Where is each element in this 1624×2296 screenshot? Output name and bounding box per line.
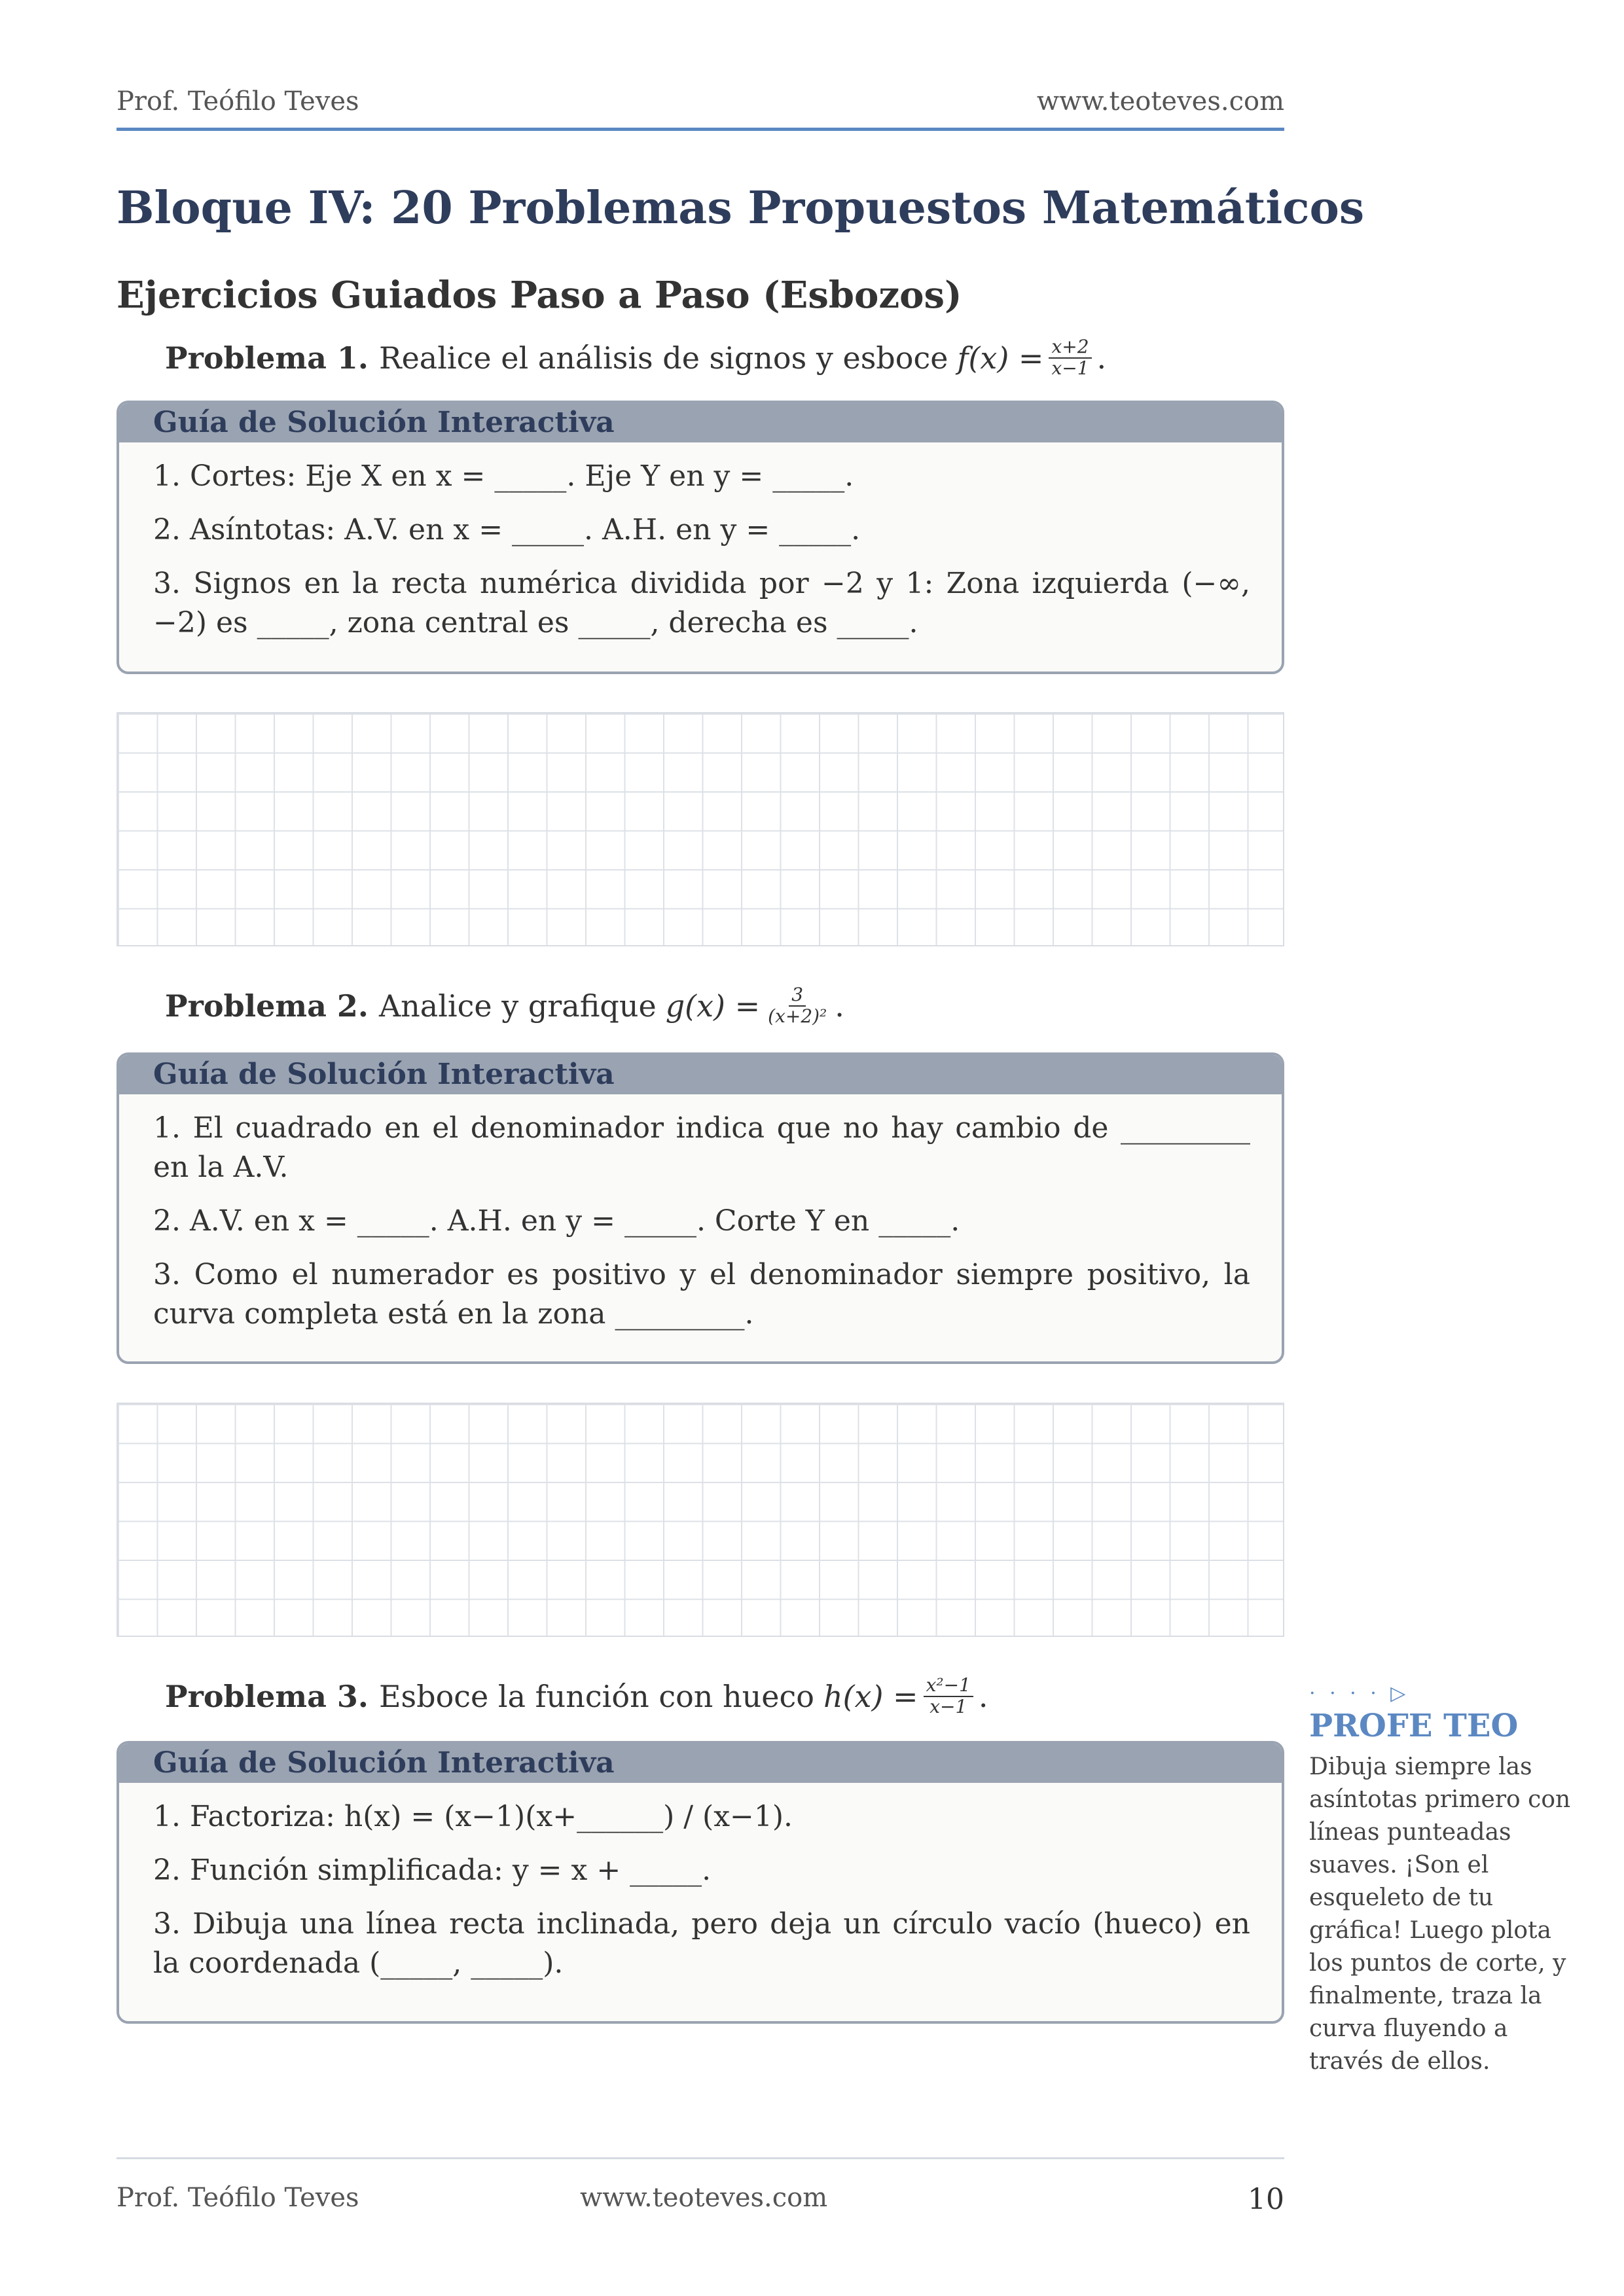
page-title: Bloque IV: 20 Problemas Propuestos Matemáticos [117,182,1365,234]
side-note-title: PROFE TEO [1309,1708,1519,1744]
footer-author: Prof. Teófilo Teves [117,2183,359,2213]
function-name: h(x) = [823,1678,918,1714]
guide-step: 2. Asíntotas: A.V. en x = _____. A.H. en y = _____. [153,513,861,547]
fraction-numerator: 3 [789,985,806,1007]
problem-text: Esboce la función con hueco [378,1678,814,1714]
fraction-denominator: (x+2)² [768,1005,827,1027]
problem-label: Problema 2. [165,988,369,1024]
guide-step: 3. Dibuja una línea recta inclinada, pero deja un círculo vacío (hueco) en la coordenada (_____, _____). [153,1907,1250,1980]
fraction-numerator: x²−1 [924,1676,973,1697]
side-note-profe-teo [1309,1682,1578,2078]
section-subtitle: Ejercicios Guiados Paso a Paso (Esbozos) [117,274,962,317]
guide-step: 1. Factoriza: h(x) = (x−1)(x+______) / (x−1). [153,1800,793,1833]
guide-step: 3. Signos en la recta numérica dividida por −2 y 1: Zona izquierda (−∞, −2) es _____, zona central es _____, derecha es _____. [153,567,1250,639]
solution-guide-2 [117,1052,1284,1364]
sketch-grid-2[interactable] [117,1403,1284,1637]
guide-step: 2. A.V. en x = _____. A.H. en y = _____. Corte Y en _____. [153,1204,960,1238]
sketch-grid-1[interactable] [117,712,1284,946]
solution-guide-1 [117,401,1284,674]
page-header [117,84,1284,131]
problem-2-statement: Problema 2. Analice y grafique g(x) = $\frac{3}{\text{(x+2)²}}$ . [165,984,844,1027]
problem-3-statement: Problema 3. Esboce la función con hueco h(x) = $\frac{\text{x²−1}}{x-1}$ . [165,1674,988,1717]
problem-label: Problema 3. [165,1678,369,1714]
function-name: g(x) = [665,988,761,1024]
problem-text: Realice el análisis de signos y esboce [378,340,948,376]
problem-text: Analice y grafique [378,988,657,1024]
dotted-arrow-icon: · · · · ▷ [1309,1682,1410,1705]
function-fraction [765,985,829,1027]
guide-header: Guía de Solución Interactiva [119,403,1282,442]
fraction-denominator: x−1 [1051,357,1089,379]
function-fraction [1049,337,1091,379]
guide-header: Guía de Solución Interactiva [119,1744,1282,1783]
fraction-denominator: x−1 [929,1695,967,1717]
guide-step: 1. El cuadrado en el denominador indica que no hay cambio de _________ en la A.V. [153,1111,1250,1184]
function-name: f(x) = [957,340,1044,376]
page-footer [117,2157,1284,2223]
header-author: Prof. Teófilo Teves [117,86,359,117]
side-note-body: Dibuja siempre las asíntotas primero con líneas punteadas suaves. ¡Son el esqueleto de tu gráfica! Luego plota los puntos de corte, y finalmente, traza la curva fluyendo a través de ellos. [1309,1753,1571,2075]
guide-step: 3. Como el numerador es positivo y el denominador siempre positivo, la curva completa está en la zona _________. [153,1258,1250,1331]
guide-header: Guía de Solución Interactiva [119,1055,1282,1094]
solution-guide-3 [117,1741,1284,2024]
problem-1-statement: Problema 1. Realice el análisis de signos y esboce f(x) = $\frac{x+2}{x-1}$ . [165,336,1107,379]
problem-label: Problema 1. [165,340,369,376]
fraction-numerator: x+2 [1049,337,1091,359]
guide-step: 2. Función simplificada: y = x + _____. [153,1854,712,1887]
footer-website[interactable]: www.teoteves.com [580,2183,828,2213]
page-number: 10 [1248,2183,1284,2216]
header-website[interactable]: www.teoteves.com [1036,86,1284,117]
guide-step: 1. Cortes: Eje X en x = _____. Eje Y en y = _____. [153,459,854,493]
function-fraction [924,1676,973,1717]
